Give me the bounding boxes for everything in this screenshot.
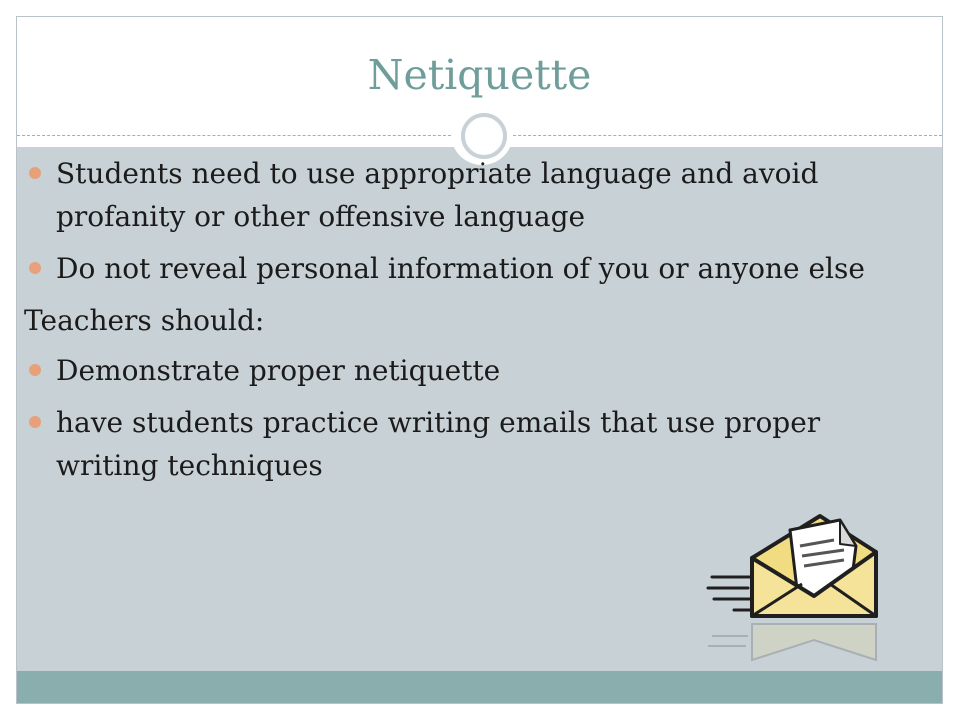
bullet-dot bbox=[29, 262, 41, 274]
bullet-item bbox=[24, 152, 904, 238]
bullet-dot bbox=[29, 416, 41, 428]
slide-title: Netiquette bbox=[367, 51, 592, 99]
bullet-text: Do not reveal personal information of you or anyone else bbox=[56, 252, 865, 285]
bullet-text: Students need to use appropriate language and avoid profanity or other offensive language bbox=[56, 157, 819, 233]
bullet-item bbox=[24, 401, 904, 487]
bullet-item bbox=[24, 247, 904, 290]
bullet-text: Demonstrate proper netiquette bbox=[56, 354, 501, 387]
plain-text-line: Teachers should: bbox=[24, 304, 265, 337]
slide-body bbox=[24, 152, 904, 496]
footer-bar bbox=[17, 671, 942, 704]
bullet-dot bbox=[29, 364, 41, 376]
open-envelope-with-letter-icon bbox=[690, 500, 890, 670]
bullet-text: have students practice writing emails that use proper writing techniques bbox=[56, 406, 821, 482]
bullet-item bbox=[24, 349, 904, 392]
speed-lines-icon bbox=[708, 577, 754, 610]
bullet-dot bbox=[29, 167, 41, 179]
